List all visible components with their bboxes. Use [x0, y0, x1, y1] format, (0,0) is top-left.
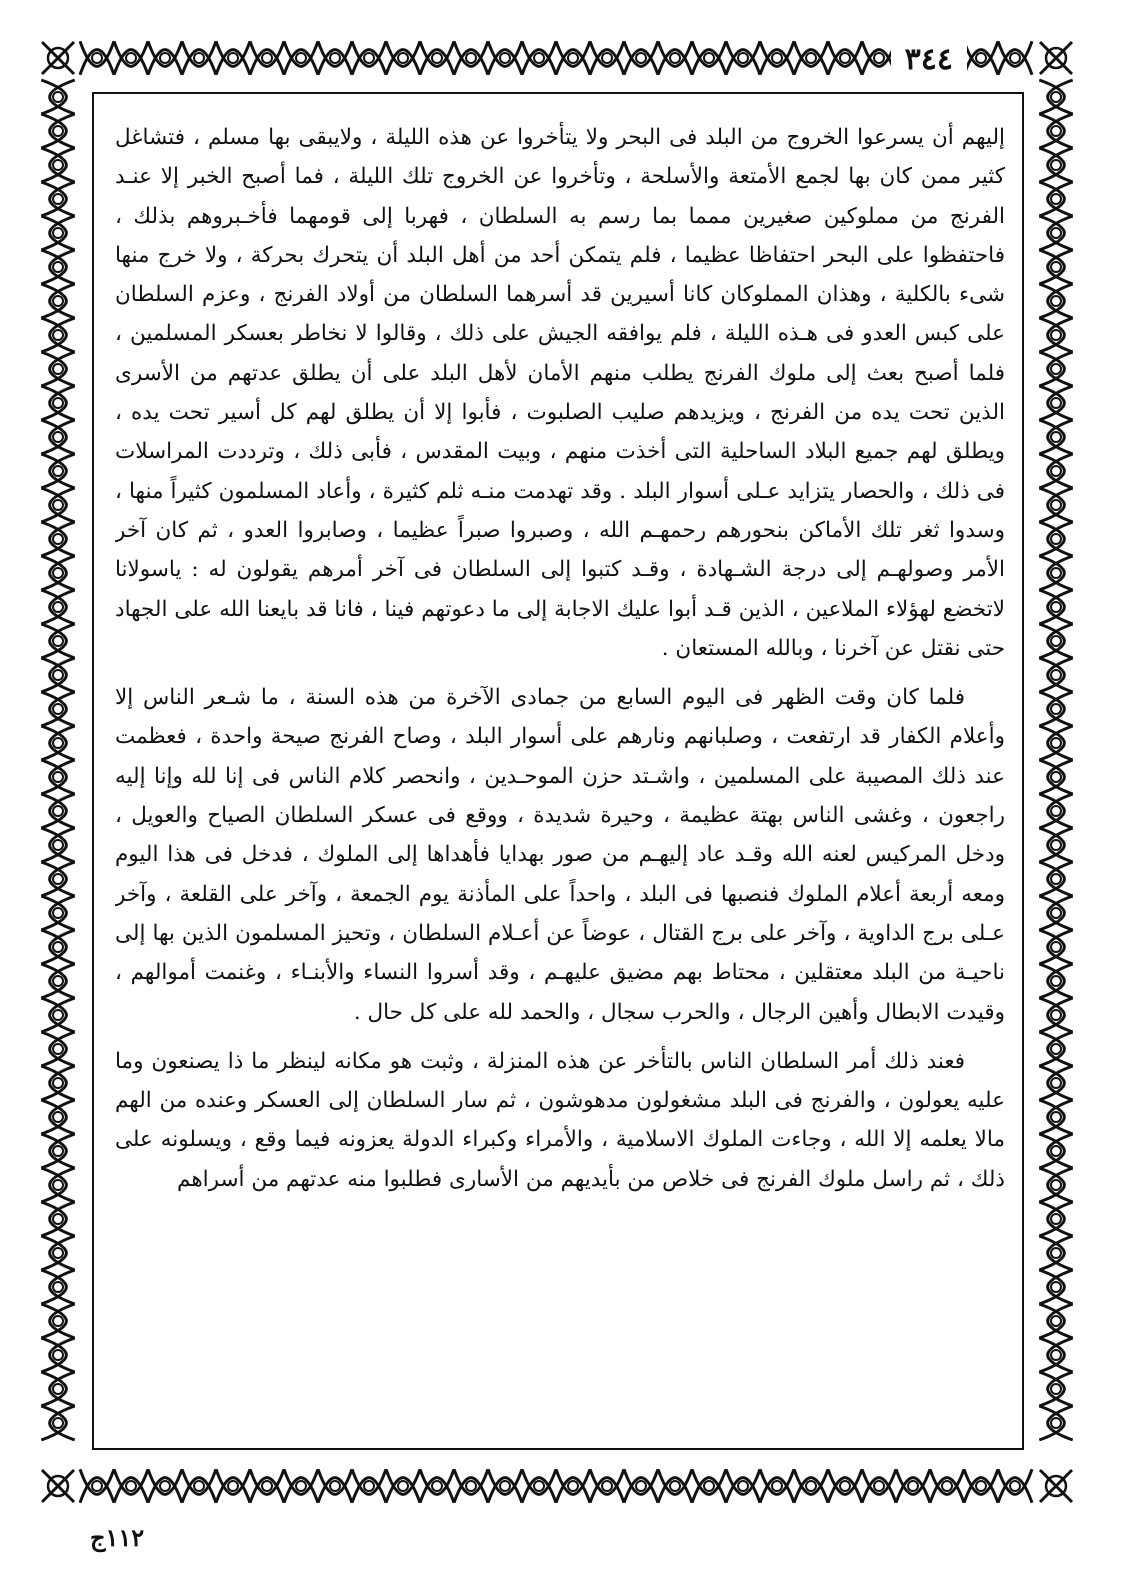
paragraph-3: فعند ذلك أمر السلطان الناس بالتأخر عن هذه المنزلة ، وثبت هو مكانه لينظر ما ذا يصنعون وما عليه يعولون ، والفرنج فى البلد مشغولون مدهوشون ، ثم سار السلطان إلى العسكر وعنده من الهم مالا يعلمه إلا الله ، وجاءت الملوك الاسلامية ، والأمراء وكبراء الدولة يعزونه فيما وقع ، ويسلونه على ذلك ، ثم راسل ملوك الفرنج فى خلاص من بأيديهم من الأسارى فطلبوا منه عدتهم من أسراهم: [115, 1048, 1005, 1192]
page-number: ٣٤٤: [891, 40, 967, 80]
footer-signature: ١١٢ج: [90, 1523, 145, 1552]
paragraph-2: فلما كان وقت الظهر فى اليوم السابع من جمادى الآخرة من هذه السنة ، ما شـعر الناس إلا وأعلام الكفار قد ارتفعت ، وصلبانهم ونارهم على أسوار البلد ، وصاح الفرنج صيحة واحدة ، فعظمت عند ذلك المصيبة على المسلمين ، واشـتد حزن الموحـدين ، وانحصر كلام الناس فى إنا لله وإنا إليه راجعون ، وغشى الناس بهتة عظيمة ، وحيرة شديدة ، ووقع فى عسكر السلطان الصياح والعويل ، ودخل المركيس لعنه الله وقـد عاد إليهـم من صور بهدايا فأهداها إلى الملوك ، فدخل فى هذا اليوم ومعه أربعة أعلام الملوك فنصبها فى البلد ، واحداً على المأذنة يوم الجمعة ، وآخر على القلعة ، وآخر عـلى برج الداوية ، وآخر على برج القتال ، عوضاً عن أعـلام السلطان ، وتحيز المسلمون الذين بها إلى ناحيـة من البلد معتقلين ، محتاط بهم مضيق عليهـم ، وقد أسروا النساء والأبنـاء ، وغنمت أموالهم ، وقيدت الابطال وأهين الرجال ، والحرب سجال ، والحمد لله على كل حال .: [115, 685, 1005, 1025]
paragraph-1: إليهم أن يسرعوا الخروج من البلد فى البحر ولا يتأخروا عن هذه الليلة ، ولايبقى بها مسلم ، فتشاغل كثير ممن كان بها لجمع الأمتعة والأسلحة ، وتأخروا عن الخروج تلك الليلة ، فما أصبح الخبر إلا عنـد الفرنج من مملوكين صغيرين ممما بما رسم به السلطان ، فهربا إلى قومهما فأخـبروهم بذلك ، فاحتفظوا على البحر احتفاظا عظيما ، فلم يتمكن أحد من أهل البلد أن يتحرك بحركة ، ولا خرج منها شىء بالكلية ، وهذان المملوكان كانا أسيرين قد أسرهما السلطان من أولاد الفرنج ، وعزم السلطان على كبس العدو فى هـذه الليلة ، فلم يوافقه الجيش على ذلك ، وقالوا لا نخاطر بعسكر المسلمين ، فلما أصبح بعث إلى ملوك الفرنج يطلب منهم الأمان لأهل البلد على أن يطلق عدتهم من الأسرى الذين تحت يده من الفرنج ، ويزيدهم صليب الصلبوت ، فأبوا إلا أن يطلق لهم كل أسير تحت يده ، ويطلق لهم جميع البلاد الساحلية التى أخذت منهم ، وبيت المقدس ، فأبى ذلك ، وترددت المراسلات فى ذلك ، والحصار يتزايد عـلى أسوار البلد . وقد تهدمت منـه ثلم كثيرة ، وأعاد المسلمون كثيراً منها ، وسدوا ثغر تلك الأماكن بنحورهم رحمهـم الله ، وصبروا صبراً عظيما ، وصابروا العدو ، ثم كان آخر الأمر وصولهـم إلى درجة الشـهادة ، وقـد كتبوا إلى السلطان فى آخر أمرهم يقولون له : ياسولانا لاتخضع لهؤلاء الملاعين ، الذين قـد أبوا عليك الاجابة إلى ما دعوتهم فينا ، فانا قد بايعنا الله على الجهاد حتى نقتل عن آخرنا ، وبالله المستعان .: [115, 125, 1005, 661]
page-body: [115, 118, 1005, 1428]
